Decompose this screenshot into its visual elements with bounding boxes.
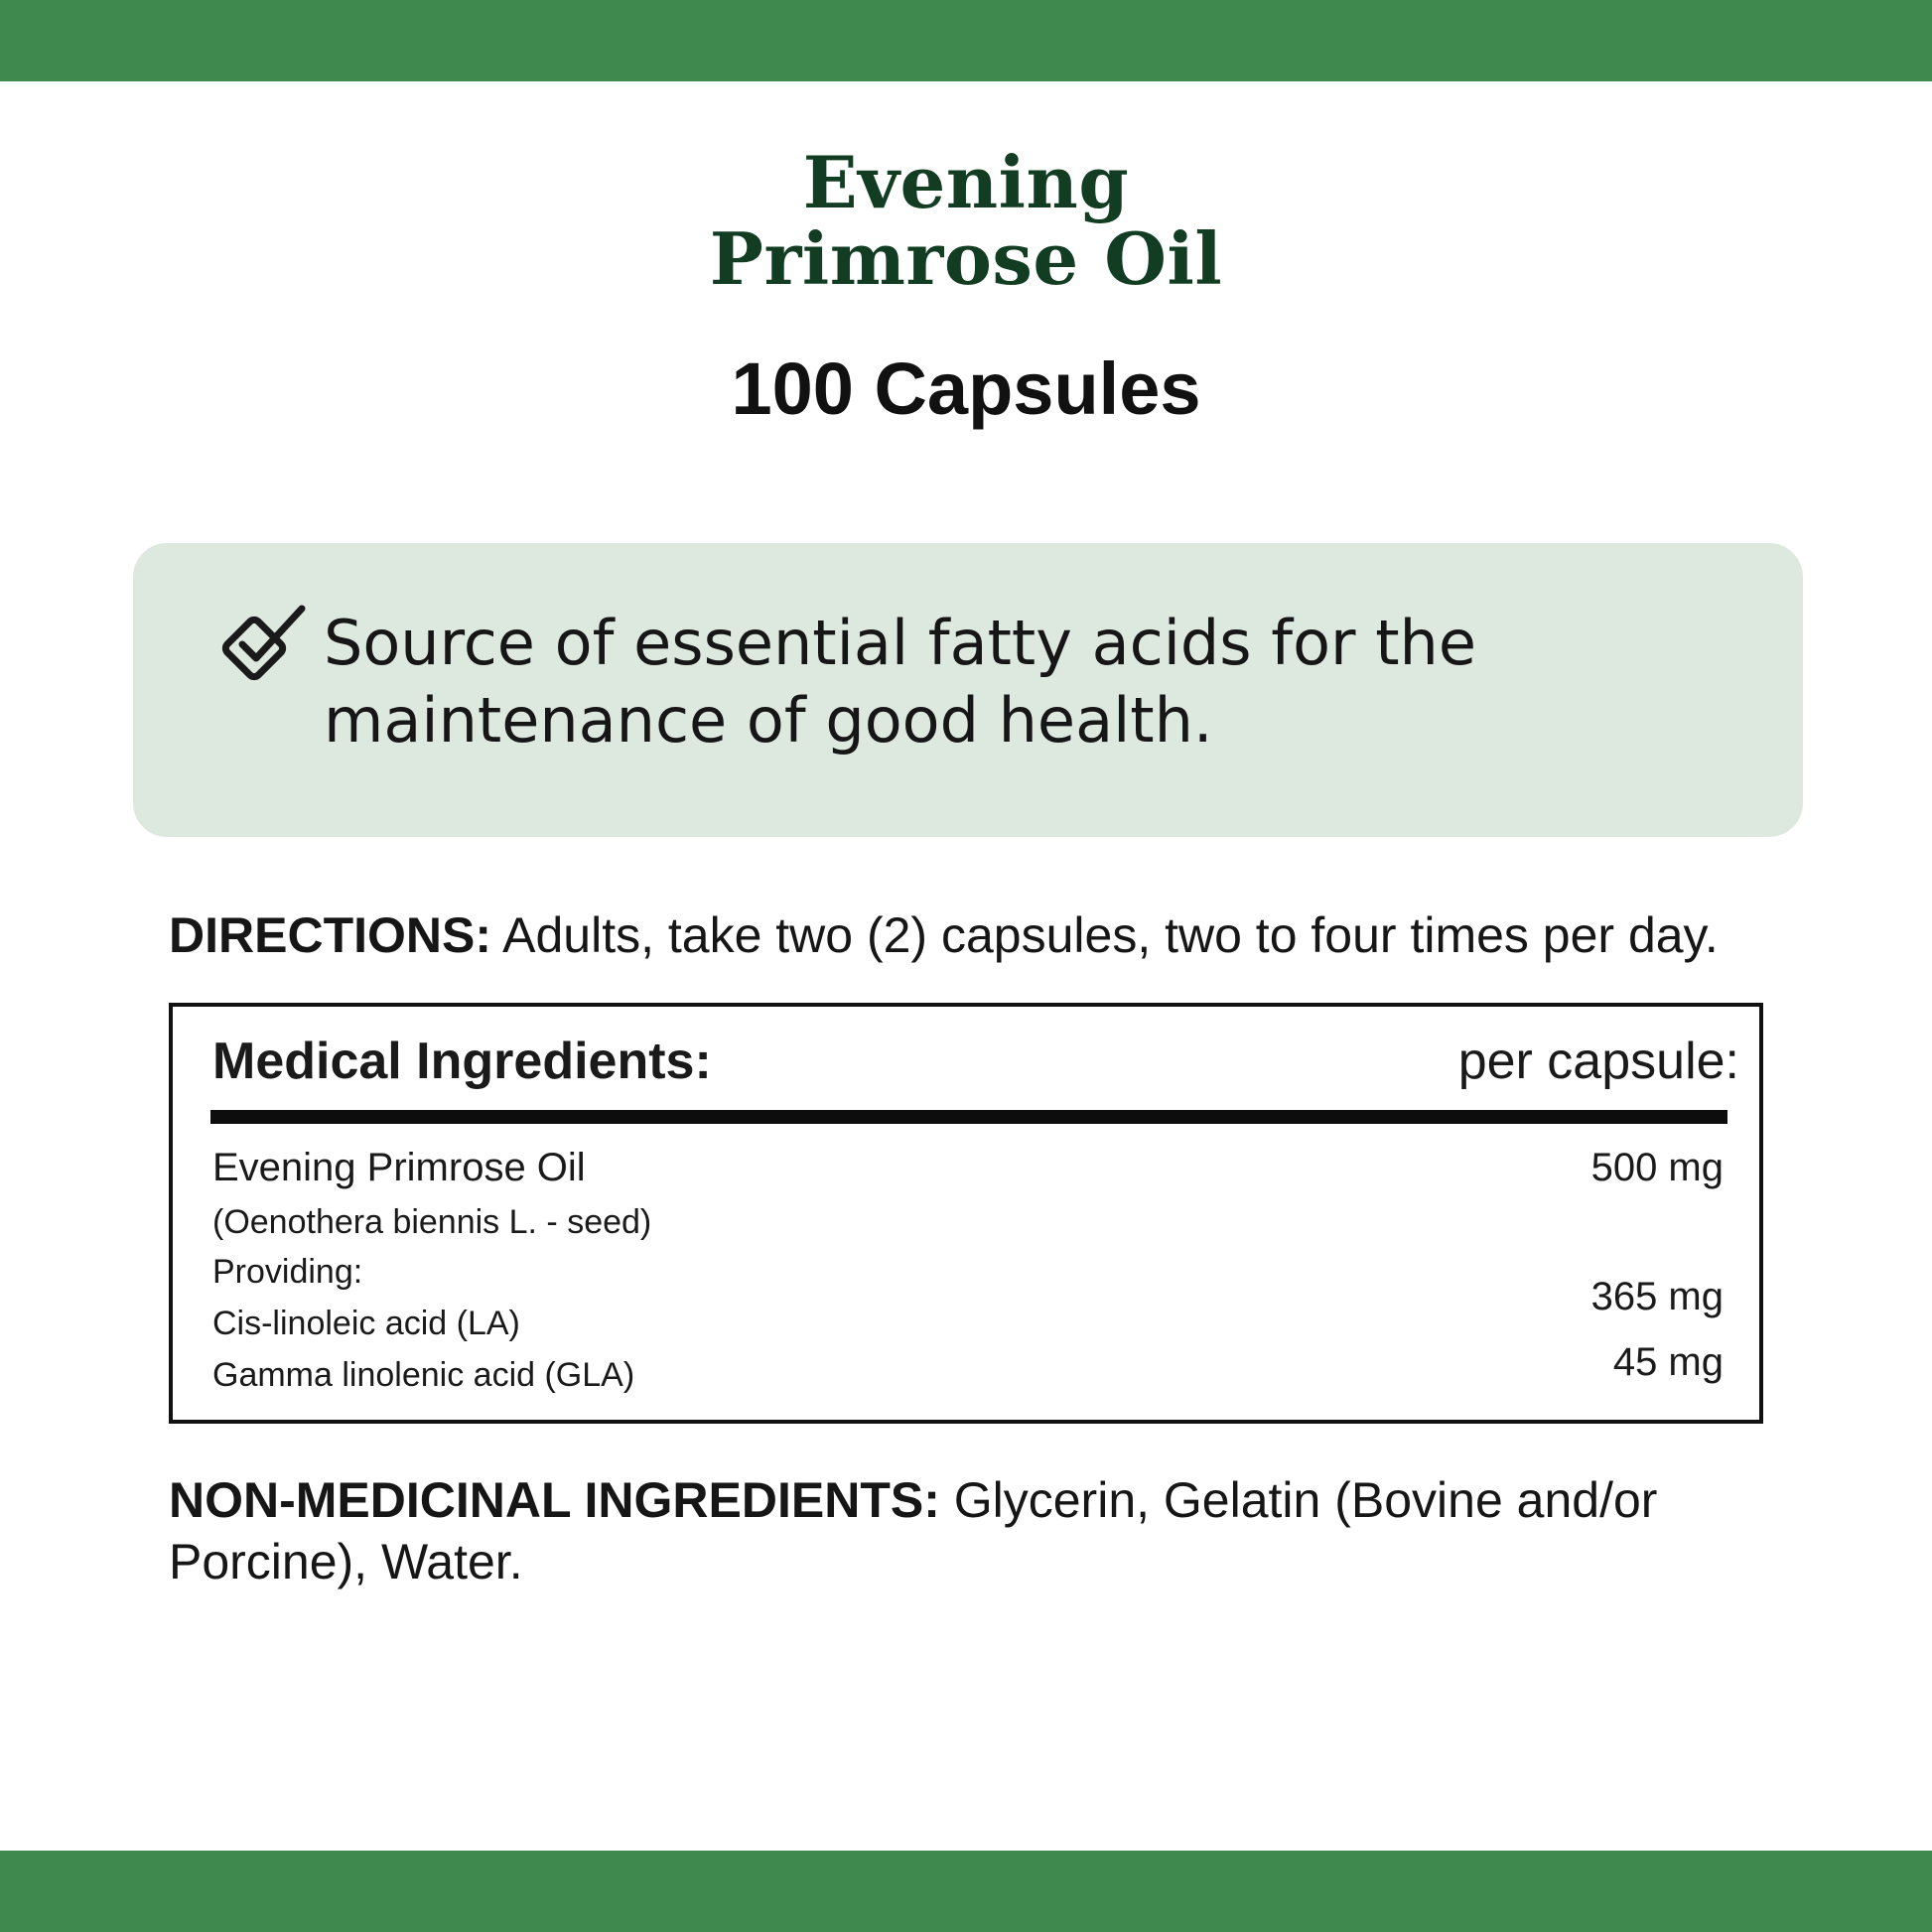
directions bbox=[169, 903, 1797, 967]
bottom-color-band bbox=[0, 1851, 1932, 1932]
table-header-rule bbox=[210, 1110, 1727, 1124]
providing-label: Providing: bbox=[212, 1253, 363, 1291]
ingredient-name: Evening Primrose Oil bbox=[212, 1146, 586, 1189]
directions-text: Adults, take two (2) capsules, two to four times per day. bbox=[491, 907, 1719, 963]
constituent-name: Gamma linolenic acid (GLA) bbox=[212, 1356, 635, 1394]
constituent-name: Cis-linoleic acid (LA) bbox=[212, 1305, 520, 1342]
non-medicinal-ingredients bbox=[169, 1469, 1718, 1592]
top-color-band bbox=[0, 0, 1932, 81]
table-header-unit: per capsule: bbox=[1457, 1033, 1739, 1090]
capsule-count: 100 Capsules bbox=[731, 347, 1201, 430]
non-medicinal-label: NON-MEDICINAL INGREDIENTS: bbox=[169, 1472, 940, 1528]
directions-label: DIRECTIONS: bbox=[169, 907, 491, 963]
health-claim-text: Source of essential fatty acids for the maintenance of good health. bbox=[324, 607, 1476, 757]
product-name-line2: Primrose Oil bbox=[709, 216, 1223, 301]
checkbox-check-icon bbox=[218, 601, 306, 688]
ingredient-source: (Oenothera biennis L. - seed) bbox=[212, 1203, 652, 1241]
non-medicinal-text: Glycerin, Gelatin (Bovine and/or Porcine), Water. bbox=[169, 1472, 1658, 1589]
constituent-amount: 365 mg bbox=[1590, 1275, 1724, 1318]
health-claim-box bbox=[133, 543, 1803, 837]
constituent-amount: 45 mg bbox=[1612, 1340, 1724, 1384]
ingredient-amount: 500 mg bbox=[1590, 1146, 1724, 1189]
table-header-label: Medical Ingredients: bbox=[212, 1033, 712, 1090]
product-name-line1: Evening bbox=[802, 140, 1130, 224]
medicinal-ingredients-table bbox=[169, 1003, 1763, 1424]
